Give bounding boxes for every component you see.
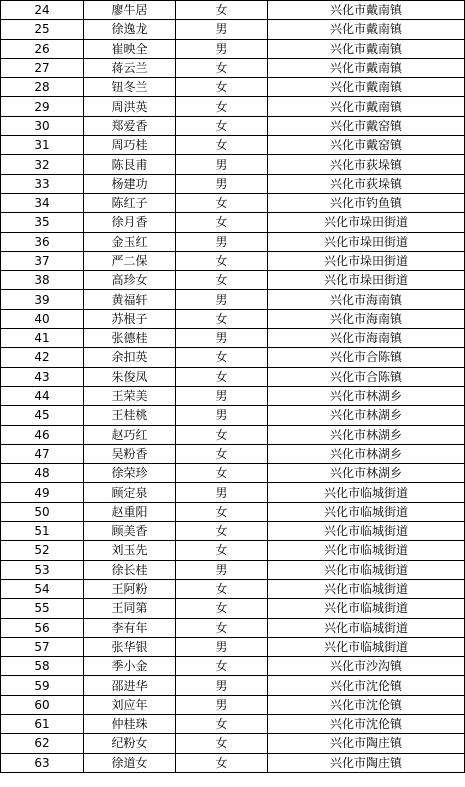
row-number-cell: 25 <box>1 20 84 39</box>
gender-cell: 女 <box>176 618 268 637</box>
table-row <box>1 444 465 463</box>
location-cell: 兴化市临城街道 <box>268 483 465 502</box>
gender-cell: 女 <box>176 367 268 386</box>
row-number-cell: 32 <box>1 155 84 174</box>
location-cell: 兴化市钓鱼镇 <box>268 193 465 212</box>
table-row <box>1 232 465 251</box>
name-cell: 金玉红 <box>84 232 176 251</box>
gender-cell: 男 <box>176 676 268 695</box>
location-cell: 兴化市戴南镇 <box>268 20 465 39</box>
location-cell: 兴化市临城街道 <box>268 560 465 579</box>
gender-cell: 女 <box>176 116 268 135</box>
table-row <box>1 386 465 405</box>
name-cell: 刘玉先 <box>84 541 176 560</box>
location-cell: 兴化市戴南镇 <box>268 97 465 116</box>
name-cell: 陈艮甫 <box>84 155 176 174</box>
name-cell: 苏根子 <box>84 309 176 328</box>
location-cell: 兴化市海南镇 <box>268 309 465 328</box>
location-cell: 兴化市林湖乡 <box>268 386 465 405</box>
row-number-cell: 55 <box>1 599 84 618</box>
table-row <box>1 271 465 290</box>
name-cell: 黄福轩 <box>84 290 176 309</box>
name-cell: 周巧桂 <box>84 136 176 155</box>
location-cell: 兴化市戴南镇 <box>268 78 465 97</box>
location-cell: 兴化市林湖乡 <box>268 425 465 444</box>
row-number-cell: 41 <box>1 329 84 348</box>
row-number-cell: 61 <box>1 714 84 733</box>
table-row <box>1 464 465 483</box>
row-number-cell: 51 <box>1 522 84 541</box>
gender-cell: 女 <box>176 734 268 753</box>
name-cell: 王阿粉 <box>84 579 176 598</box>
row-number-cell: 52 <box>1 541 84 560</box>
gender-cell: 女 <box>176 309 268 328</box>
name-cell: 崔映全 <box>84 39 176 58</box>
gender-cell: 男 <box>176 20 268 39</box>
name-cell: 余扣英 <box>84 348 176 367</box>
name-cell: 郑爱香 <box>84 116 176 135</box>
gender-cell: 男 <box>176 695 268 714</box>
gender-cell: 女 <box>176 464 268 483</box>
gender-cell: 男 <box>176 232 268 251</box>
location-cell: 兴化市林湖乡 <box>268 464 465 483</box>
location-cell: 兴化市合陈镇 <box>268 367 465 386</box>
name-cell: 徐道女 <box>84 753 176 772</box>
gender-cell: 女 <box>176 657 268 676</box>
table-row <box>1 753 465 772</box>
gender-cell: 女 <box>176 425 268 444</box>
name-cell: 吴粉香 <box>84 444 176 463</box>
table-row <box>1 502 465 521</box>
gender-cell: 男 <box>176 174 268 193</box>
gender-cell: 女 <box>176 348 268 367</box>
location-cell: 兴化市临城街道 <box>268 522 465 541</box>
row-number-cell: 48 <box>1 464 84 483</box>
location-cell: 兴化市海南镇 <box>268 290 465 309</box>
row-number-cell: 62 <box>1 734 84 753</box>
name-cell: 钮冬兰 <box>84 78 176 97</box>
table-row <box>1 618 465 637</box>
table-row <box>1 348 465 367</box>
row-number-cell: 39 <box>1 290 84 309</box>
location-cell: 兴化市垛田街道 <box>268 232 465 251</box>
location-cell: 兴化市临城街道 <box>268 541 465 560</box>
gender-cell: 男 <box>176 39 268 58</box>
gender-cell: 男 <box>176 155 268 174</box>
gender-cell: 女 <box>176 502 268 521</box>
location-cell: 兴化市林湖乡 <box>268 406 465 425</box>
name-cell: 张德桂 <box>84 329 176 348</box>
table-row <box>1 1 465 20</box>
table-row <box>1 579 465 598</box>
row-number-cell: 53 <box>1 560 84 579</box>
row-number-cell: 44 <box>1 386 84 405</box>
records-table-body <box>1 1 465 773</box>
row-number-cell: 50 <box>1 502 84 521</box>
gender-cell: 女 <box>176 271 268 290</box>
location-cell: 兴化市戴南镇 <box>268 1 465 20</box>
row-number-cell: 58 <box>1 657 84 676</box>
location-cell: 兴化市临城街道 <box>268 618 465 637</box>
gender-cell: 男 <box>176 406 268 425</box>
table-row <box>1 193 465 212</box>
gender-cell: 男 <box>176 290 268 309</box>
row-number-cell: 60 <box>1 695 84 714</box>
location-cell: 兴化市戴南镇 <box>268 58 465 77</box>
row-number-cell: 30 <box>1 116 84 135</box>
table-row <box>1 251 465 270</box>
gender-cell: 女 <box>176 753 268 772</box>
location-cell: 兴化市垛田街道 <box>268 251 465 270</box>
name-cell: 杨建功 <box>84 174 176 193</box>
gender-cell: 女 <box>176 599 268 618</box>
location-cell: 兴化市林湖乡 <box>268 444 465 463</box>
row-number-cell: 59 <box>1 676 84 695</box>
gender-cell: 男 <box>176 483 268 502</box>
gender-cell: 女 <box>176 444 268 463</box>
row-number-cell: 42 <box>1 348 84 367</box>
name-cell: 蒋云兰 <box>84 58 176 77</box>
table-row <box>1 560 465 579</box>
gender-cell: 女 <box>176 97 268 116</box>
table-row <box>1 213 465 232</box>
row-number-cell: 43 <box>1 367 84 386</box>
location-cell: 兴化市临城街道 <box>268 599 465 618</box>
location-cell: 兴化市临城街道 <box>268 579 465 598</box>
name-cell: 周洪英 <box>84 97 176 116</box>
location-cell: 兴化市垛田街道 <box>268 271 465 290</box>
gender-cell: 女 <box>176 522 268 541</box>
location-cell: 兴化市沙沟镇 <box>268 657 465 676</box>
table-row <box>1 97 465 116</box>
gender-cell: 女 <box>176 78 268 97</box>
name-cell: 邵进华 <box>84 676 176 695</box>
location-cell: 兴化市沈伦镇 <box>268 695 465 714</box>
gender-cell: 女 <box>176 193 268 212</box>
name-cell: 赵重阳 <box>84 502 176 521</box>
gender-cell: 女 <box>176 213 268 232</box>
row-number-cell: 57 <box>1 637 84 656</box>
name-cell: 徐月香 <box>84 213 176 232</box>
row-number-cell: 31 <box>1 136 84 155</box>
name-cell: 徐逸龙 <box>84 20 176 39</box>
gender-cell: 女 <box>176 251 268 270</box>
row-number-cell: 38 <box>1 271 84 290</box>
table-row <box>1 39 465 58</box>
name-cell: 赵巧红 <box>84 425 176 444</box>
location-cell: 兴化市戴窑镇 <box>268 116 465 135</box>
table-row <box>1 406 465 425</box>
name-cell: 廖牛居 <box>84 1 176 20</box>
row-number-cell: 26 <box>1 39 84 58</box>
table-row <box>1 136 465 155</box>
name-cell: 仲桂珠 <box>84 714 176 733</box>
row-number-cell: 45 <box>1 406 84 425</box>
table-row <box>1 657 465 676</box>
table-row <box>1 58 465 77</box>
table-row <box>1 522 465 541</box>
row-number-cell: 40 <box>1 309 84 328</box>
gender-cell: 男 <box>176 329 268 348</box>
name-cell: 刘应年 <box>84 695 176 714</box>
name-cell: 高珍女 <box>84 271 176 290</box>
table-row <box>1 155 465 174</box>
row-number-cell: 54 <box>1 579 84 598</box>
row-number-cell: 49 <box>1 483 84 502</box>
row-number-cell: 27 <box>1 58 84 77</box>
row-number-cell: 56 <box>1 618 84 637</box>
location-cell: 兴化市陶庄镇 <box>268 734 465 753</box>
row-number-cell: 36 <box>1 232 84 251</box>
row-number-cell: 29 <box>1 97 84 116</box>
location-cell: 兴化市海南镇 <box>268 329 465 348</box>
location-cell: 兴化市临城街道 <box>268 502 465 521</box>
table-row <box>1 367 465 386</box>
table-row <box>1 116 465 135</box>
name-cell: 纪粉女 <box>84 734 176 753</box>
name-cell: 顾定泉 <box>84 483 176 502</box>
name-cell: 徐长桂 <box>84 560 176 579</box>
table-row <box>1 425 465 444</box>
gender-cell: 女 <box>176 579 268 598</box>
row-number-cell: 33 <box>1 174 84 193</box>
row-number-cell: 63 <box>1 753 84 772</box>
name-cell: 王同第 <box>84 599 176 618</box>
gender-cell: 男 <box>176 637 268 656</box>
gender-cell: 男 <box>176 560 268 579</box>
name-cell: 严二保 <box>84 251 176 270</box>
table-row <box>1 695 465 714</box>
name-cell: 张华银 <box>84 637 176 656</box>
table-row <box>1 483 465 502</box>
table-row <box>1 599 465 618</box>
location-cell: 兴化市沈伦镇 <box>268 676 465 695</box>
table-row <box>1 714 465 733</box>
table-row <box>1 20 465 39</box>
name-cell: 王桂桃 <box>84 406 176 425</box>
table-row <box>1 174 465 193</box>
location-cell: 兴化市戴南镇 <box>268 39 465 58</box>
table-row <box>1 637 465 656</box>
location-cell: 兴化市戴窑镇 <box>268 136 465 155</box>
table-row <box>1 734 465 753</box>
row-number-cell: 37 <box>1 251 84 270</box>
row-number-cell: 24 <box>1 1 84 20</box>
name-cell: 季小金 <box>84 657 176 676</box>
location-cell: 兴化市荻垛镇 <box>268 174 465 193</box>
location-cell: 兴化市荻垛镇 <box>268 155 465 174</box>
gender-cell: 女 <box>176 1 268 20</box>
name-cell: 王荣美 <box>84 386 176 405</box>
location-cell: 兴化市垛田街道 <box>268 213 465 232</box>
table-row <box>1 78 465 97</box>
gender-cell: 女 <box>176 58 268 77</box>
gender-cell: 男 <box>176 386 268 405</box>
location-cell: 兴化市合陈镇 <box>268 348 465 367</box>
row-number-cell: 35 <box>1 213 84 232</box>
name-cell: 李有年 <box>84 618 176 637</box>
row-number-cell: 28 <box>1 78 84 97</box>
name-cell: 朱俊凤 <box>84 367 176 386</box>
location-cell: 兴化市临城街道 <box>268 637 465 656</box>
name-cell: 陈红子 <box>84 193 176 212</box>
row-number-cell: 47 <box>1 444 84 463</box>
location-cell: 兴化市陶庄镇 <box>268 753 465 772</box>
table-row <box>1 290 465 309</box>
name-cell: 徐荣珍 <box>84 464 176 483</box>
gender-cell: 女 <box>176 136 268 155</box>
gender-cell: 女 <box>176 714 268 733</box>
table-row <box>1 676 465 695</box>
location-cell: 兴化市沈伦镇 <box>268 714 465 733</box>
gender-cell: 女 <box>176 541 268 560</box>
row-number-cell: 46 <box>1 425 84 444</box>
table-row <box>1 309 465 328</box>
table-row <box>1 541 465 560</box>
table-row <box>1 329 465 348</box>
row-number-cell: 34 <box>1 193 84 212</box>
name-cell: 顾美香 <box>84 522 176 541</box>
